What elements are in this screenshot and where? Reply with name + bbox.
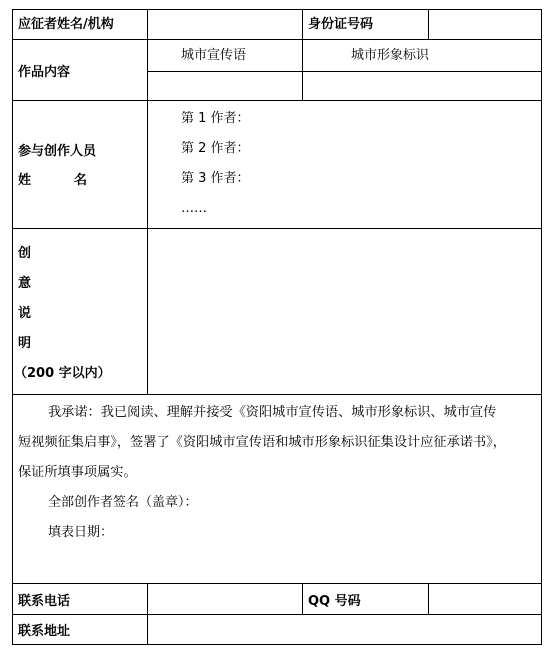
creative-label-char-1: 创 xyxy=(18,246,32,261)
rule-id-label-left xyxy=(302,9,303,40)
id-number-field[interactable] xyxy=(433,16,537,34)
work-content-label: 作品内容 xyxy=(18,65,71,80)
work-option-slogan[interactable]: 城市宣传语 xyxy=(181,48,247,63)
rule-left xyxy=(12,9,13,645)
pledge-line-2: 短视频征集启事》，签署了《资阳城市宣传语和城市形象标识征集设计应征承诺书》， xyxy=(18,435,506,450)
author-3-field[interactable]: 第 3 作者： xyxy=(181,171,250,186)
creative-label-char-4: 明 xyxy=(18,336,32,351)
rule-row4 xyxy=(12,394,542,395)
fill-date-label: 填表日期： xyxy=(48,525,114,540)
pledge-line-1: 我承诺：我已阅读、理解并接受《资阳城市宣传语、城市形象标识、城市宣传 xyxy=(48,405,497,420)
creative-label-char-2: 意 xyxy=(18,276,32,291)
rule-work-split xyxy=(147,71,542,72)
rule-label-col-a xyxy=(147,9,148,395)
rule-row5 xyxy=(12,583,542,584)
phone-field[interactable] xyxy=(152,593,297,611)
qq-field[interactable] xyxy=(433,593,537,611)
rule-id-label-right xyxy=(428,9,429,40)
id-number-label: 身份证号码 xyxy=(308,17,374,32)
applicant-name-label: 应征者姓名/机构 xyxy=(18,17,114,32)
creative-word-limit: （200 字以内） xyxy=(14,366,111,381)
signature-label: 全部创作者签名（盖章）： xyxy=(48,495,198,510)
author-1-field[interactable]: 第 1 作者： xyxy=(181,111,250,126)
work-option-logo[interactable]: 城市形象标识 xyxy=(351,48,430,63)
rule-top xyxy=(12,9,542,10)
participants-name-label: 姓 名 xyxy=(18,173,89,188)
address-label: 联系地址 xyxy=(18,624,71,639)
rule-qq-label-left xyxy=(302,583,303,615)
creative-description-field[interactable] xyxy=(152,235,537,389)
rule-row6 xyxy=(12,614,542,615)
rule-right xyxy=(541,9,542,645)
address-field[interactable] xyxy=(152,623,537,641)
rule-row1 xyxy=(12,39,542,40)
rule-row2 xyxy=(12,100,542,101)
creative-label-char-3: 说 xyxy=(18,306,32,321)
rule-qq-label-right xyxy=(428,583,429,615)
pledge-line-3: 保证所填事项属实。 xyxy=(18,465,137,480)
qq-label: QQ 号码 xyxy=(308,594,361,609)
participants-label: 参与创作人员 xyxy=(18,144,97,159)
author-more-ellipsis: …… xyxy=(181,201,207,216)
rule-row3 xyxy=(12,228,542,229)
rule-label-col-b xyxy=(147,583,148,645)
author-2-field[interactable]: 第 2 作者： xyxy=(181,141,250,156)
rule-bottom xyxy=(12,644,542,645)
rule-work-mid xyxy=(302,39,303,101)
applicant-name-field[interactable] xyxy=(152,16,297,34)
phone-label: 联系电话 xyxy=(18,594,71,609)
